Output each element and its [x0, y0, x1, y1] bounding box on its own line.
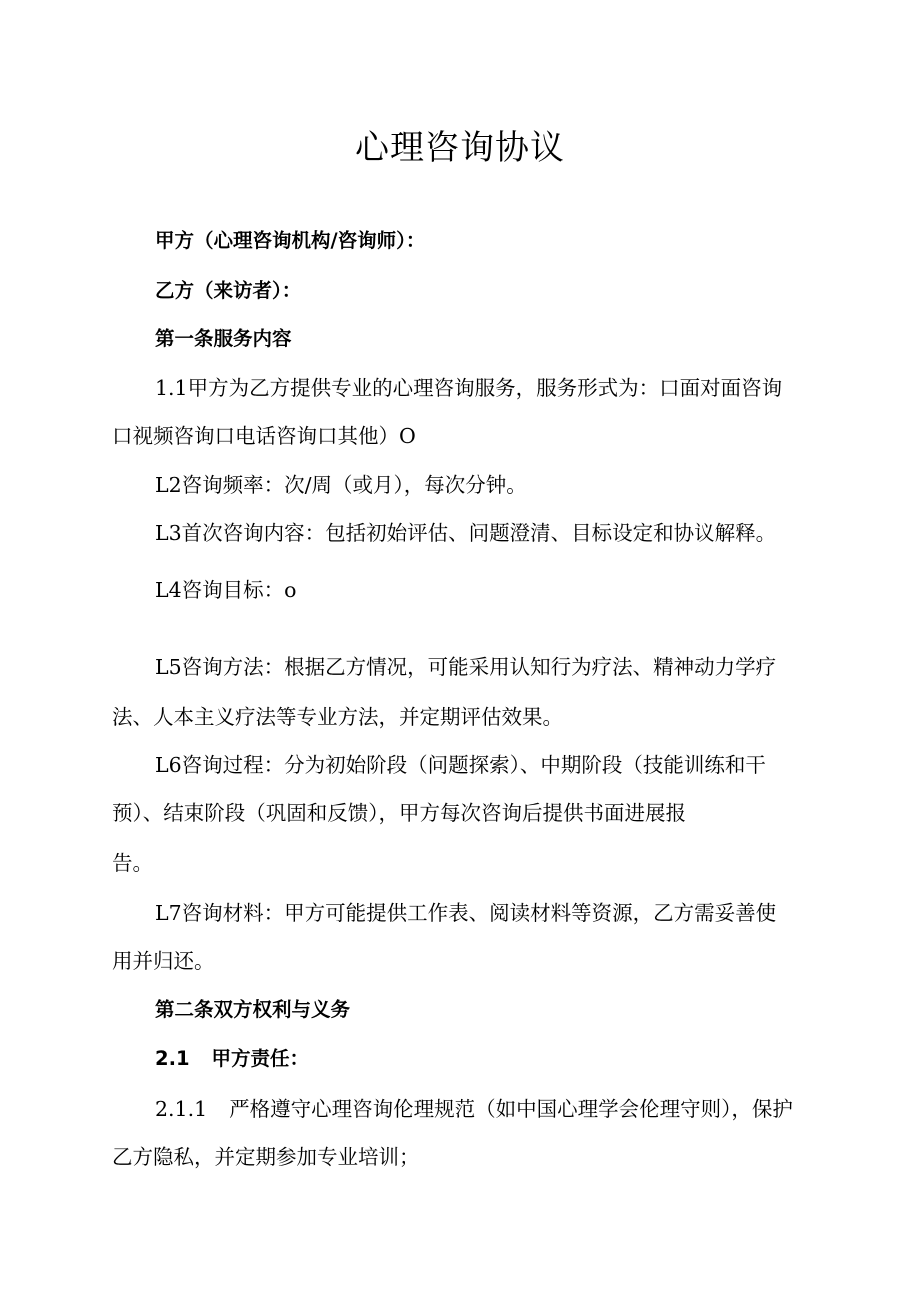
clause-1-1-line-2: 口视频咨询口电话咨询口其他）O [112, 424, 416, 448]
clause-1-7-line-2: 用并归还。 [112, 949, 215, 973]
clause-1-5-line-2: 法、人本主义疗法等专业方法，并定期评估效果。 [112, 705, 563, 729]
clause-2-1-1-number: 2.1.1 [155, 1097, 208, 1121]
clause-1-5-line-1: L5咨询方法：根据乙方情况，可能采用认知行为疗法、精神动力学疗 [155, 655, 777, 679]
clause-1-6-line-3: 告。 [112, 851, 153, 875]
article-2-heading: 第二条双方权利与义务 [155, 998, 351, 1021]
clause-1-4: L4咨询目标：o [155, 578, 297, 602]
clause-2-1-text: 甲方责任： [211, 1047, 310, 1070]
clause-1-3: L3首次咨询内容：包括初始评估、问题澄清、目标设定和协议解释。 [155, 521, 777, 545]
clause-2-1-line [155, 1044, 309, 1074]
party-a-line: 甲方（心理咨询机构/咨询师）： [155, 229, 426, 252]
clause-2-1-1-line-2: 乙方隐私，并定期参加专业培训； [112, 1145, 420, 1169]
clause-1-6-line-2: 预）、结束阶段（巩固和反馈），甲方每次咨询后提供书面进展报 [112, 801, 686, 825]
article-1-heading: 第一条服务内容 [155, 327, 292, 350]
clause-2-1-1-line-1 [155, 1094, 793, 1124]
clause-1-7-line-1: L7咨询材料：甲方可能提供工作表、阅读材料等资源，乙方需妥善使 [155, 901, 777, 925]
clause-2-1-1-text: 严格遵守心理咨询伦理规范（如中国心理学会伦理守则），保护 [229, 1097, 793, 1121]
clause-1-6-line-1: L6咨询过程：分为初始阶段（问题探索）、中期阶段（技能训练和干 [155, 753, 766, 777]
clause-1-1-line-1: 1.1甲方为乙方提供专业的心理咨询服务，服务形式为：口面对面咨询 [155, 376, 783, 400]
document-title: 心理咨询协议 [355, 128, 565, 168]
party-b-line: 乙方（来访者）： [155, 279, 302, 302]
clause-1-2: L2咨询频率：次/周（或月），每次分钟。 [155, 473, 527, 497]
clause-2-1-number: 2.1 [155, 1047, 190, 1070]
